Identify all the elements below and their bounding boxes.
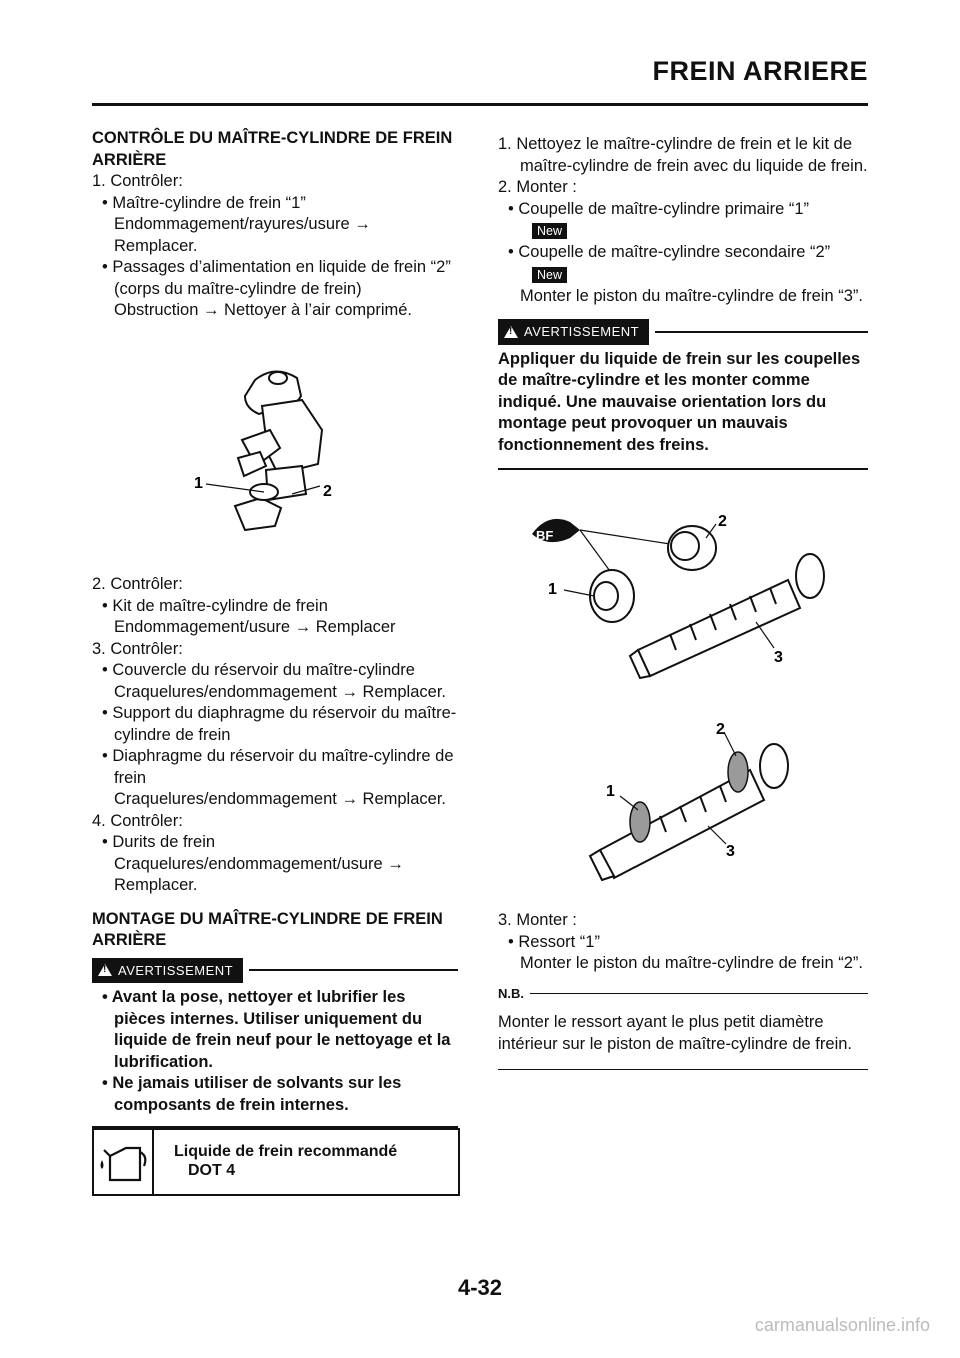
page-title: FREIN ARRIERE [652, 56, 868, 86]
step: 4. Contrôler: [92, 811, 183, 830]
step: 2. Monter : [498, 178, 577, 196]
svg-text:1: 1 [606, 783, 615, 800]
bullet: • Support du diaphragme du réservoir du maître-cylindre de frein [102, 704, 457, 744]
detail: Monter le piston du maître-cylindre de frein “3”. [520, 286, 863, 305]
bullet: • Ressort “1” [508, 932, 600, 951]
piston-assembly-figure [520, 500, 870, 900]
warning-icon: ! [504, 326, 518, 338]
step: 3. Contrôler: [92, 639, 183, 658]
spec-title: Liquide de frein recommandé [174, 1143, 398, 1160]
detail: (corps du maître-cylindre de frein) [114, 279, 362, 298]
warning-text: • Avant la pose, nettoyer et lubrifier les pièces internes. Utiliser uniquement du liquide de frein neuf pour le nettoyage et la lubrification. [102, 988, 451, 1071]
brake-fluid-drop-icon [532, 519, 580, 543]
warning-badge: ! AVERTISSEMENT [92, 958, 243, 984]
bullet: • Maître-cylindre de frein “1” [102, 193, 306, 212]
section-heading-install: MONTAGE DU MAÎTRE-CYLINDRE DE FREIN ARRIÈRE [92, 909, 443, 949]
warning-header [498, 319, 868, 345]
bullet: • Coupelle de maître-cylindre primaire “1” [508, 199, 810, 218]
spec-box [92, 1128, 460, 1196]
new-part-badge: New [532, 267, 567, 283]
note-text: Monter le ressort ayant le plus petit diamètre intérieur sur le piston de maître-cylindre de frein. [498, 1013, 852, 1053]
note-header [498, 983, 868, 1005]
step: 1. Contrôler: [92, 172, 183, 190]
step: 1. Nettoyez le maître-cylindre de frein et le kit de maître-cylindre de frein avec du liquide de frein. [498, 135, 868, 175]
bullet: • Coupelle de maître-cylindre secondaire “2” [508, 243, 831, 261]
spec-value: DOT 4 [188, 1162, 236, 1179]
bullet: • Durits de frein [102, 833, 216, 851]
left-column [92, 128, 458, 322]
brake-fluid-can-icon [94, 1130, 154, 1194]
step: 2. Contrôler: [92, 575, 183, 593]
warning-badge: ! AVERTISSEMENT [498, 319, 649, 345]
page-number: 4-32 [457, 1275, 503, 1300]
bullet: • Diaphragme du réservoir du maître-cylindre de frein [102, 747, 454, 787]
section-heading-check: CONTRÔLE DU MAÎTRE-CYLINDRE DE FREIN ARRIÈRE [92, 129, 453, 169]
warning-icon: ! [98, 964, 112, 976]
detail: Monter le piston du maître-cylindre de frein “2”. [520, 954, 863, 972]
detail: Craquelures/endommagement → Remplacer. [114, 790, 446, 808]
svg-text:3: 3 [774, 649, 783, 666]
left-column-continued [92, 574, 458, 1128]
warning-text: Appliquer du liquide de frein sur les coupelles de maître-cylindre et les monter comme indiqué. Une mauvaise orientation lors du montage peut provoquer un mauvais fonctionnement des freins. [498, 349, 861, 454]
callout-2: 2 [323, 483, 332, 500]
step: 3. Monter : [498, 911, 577, 929]
detail: Craquelures/endommagement/usure → Remplacer. [114, 854, 404, 894]
bullet: • Couvercle du réservoir du maître-cylindre [102, 661, 415, 679]
right-column-continued [498, 910, 868, 1070]
warning-header [92, 958, 458, 984]
detail: Endommagement/usure → Remplacer [114, 618, 396, 636]
svg-text:2: 2 [718, 513, 727, 530]
warning-text: • Ne jamais utiliser de solvants sur les composants de frein internes. [102, 1074, 402, 1114]
header-rule [92, 103, 868, 106]
detail: Endommagement/rayures/usure → Remplacer. [114, 215, 371, 255]
svg-text:3: 3 [726, 843, 735, 860]
new-part-badge: New [532, 223, 567, 239]
callout-1: 1 [194, 475, 203, 492]
detail: Craquelures/endommagement → Remplacer. [114, 682, 446, 701]
svg-text:1: 1 [548, 581, 557, 598]
bullet: • Kit de maître-cylindre de frein [102, 596, 328, 615]
watermark: carmanualsonline.info [754, 1315, 930, 1335]
detail: Obstruction → Nettoyer à l’air comprimé. [114, 301, 413, 319]
note-label: N.B. [498, 985, 524, 1001]
master-cylinder-figure [180, 360, 370, 540]
right-column [498, 134, 868, 470]
bullet: • Passages d’alimentation en liquide de frein “2” [102, 258, 451, 276]
svg-text:BF: BF [536, 528, 554, 543]
svg-text:2: 2 [716, 721, 725, 738]
